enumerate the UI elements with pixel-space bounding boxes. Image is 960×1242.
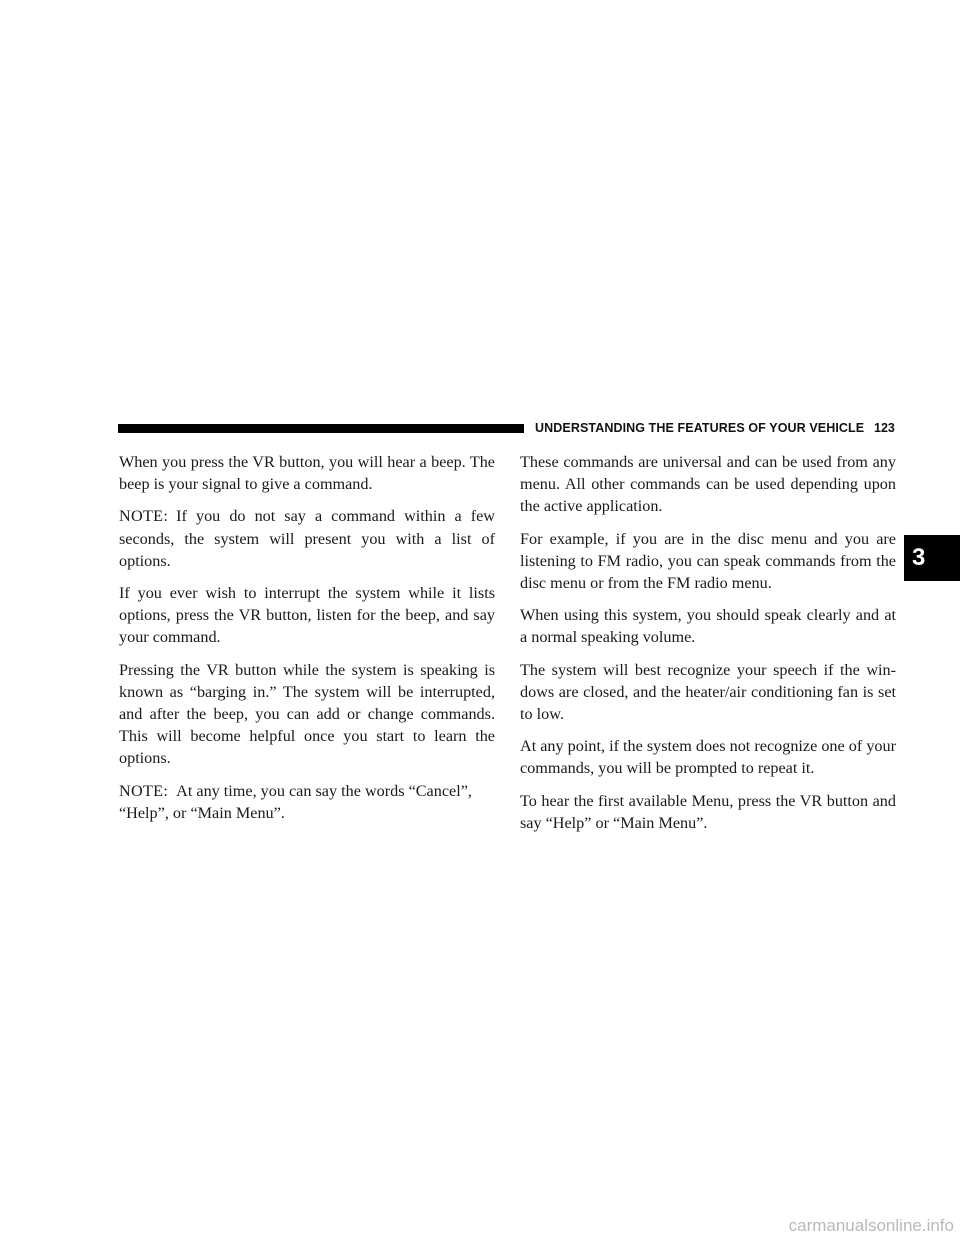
page-number: 123 [874,421,895,435]
right-column [520,451,896,844]
paragraph: To hear the first available Menu, press the VR button and say “Help” or “Main Menu”. [520,791,896,832]
header-rule [118,424,524,433]
paragraph: Pressing the VR button while the system is speaking is known as “barging in.” The system will be interrupted, and after the beep, you can add or change commands. This will become helpful once you start to learn the options. [119,660,495,768]
note-text: If you do not say a command within a few seconds, the system will present you with a list of options. [119,507,495,570]
note-paragraph [119,505,495,572]
paragraph: These commands are universal and can be used from any menu. All other commands can be used depending upon the active application. [520,453,896,516]
paragraph: The system will best recognize your speech if the win-dows are closed, and the heater/air conditioning fan is set to low. [520,660,896,724]
note-text: At any time, you can say the words “Cancel”, “Help”, or “Main Menu”. [119,781,472,822]
note-label: NOTE: [119,507,169,526]
chapter-tab: 3 [904,535,960,581]
paragraph: When you press the VR button, you will hear a beep. The beep is your signal to give a command. [119,453,495,494]
note-label: NOTE: [119,781,169,800]
section-header-title: UNDERSTANDING THE FEATURES OF YOUR VEHICLE [535,421,865,435]
paragraph: At any point, if the system does not recognize one of your commands, you will be prompted to repeat it. [520,737,896,778]
paragraph: For example, if you are in the disc menu and you are listening to FM radio, you can speak commands from the disc menu or from the FM radio menu. [520,529,896,593]
paragraph: If you ever wish to interrupt the system while it lists options, press the VR button, listen for the beep, and say your command. [119,584,495,647]
note-paragraph [119,780,495,824]
paragraph: When using this system, you should speak clearly and at a normal speaking volume. [520,606,896,647]
watermark: carmanualsonline.info [788,1216,954,1235]
left-column [119,451,495,834]
